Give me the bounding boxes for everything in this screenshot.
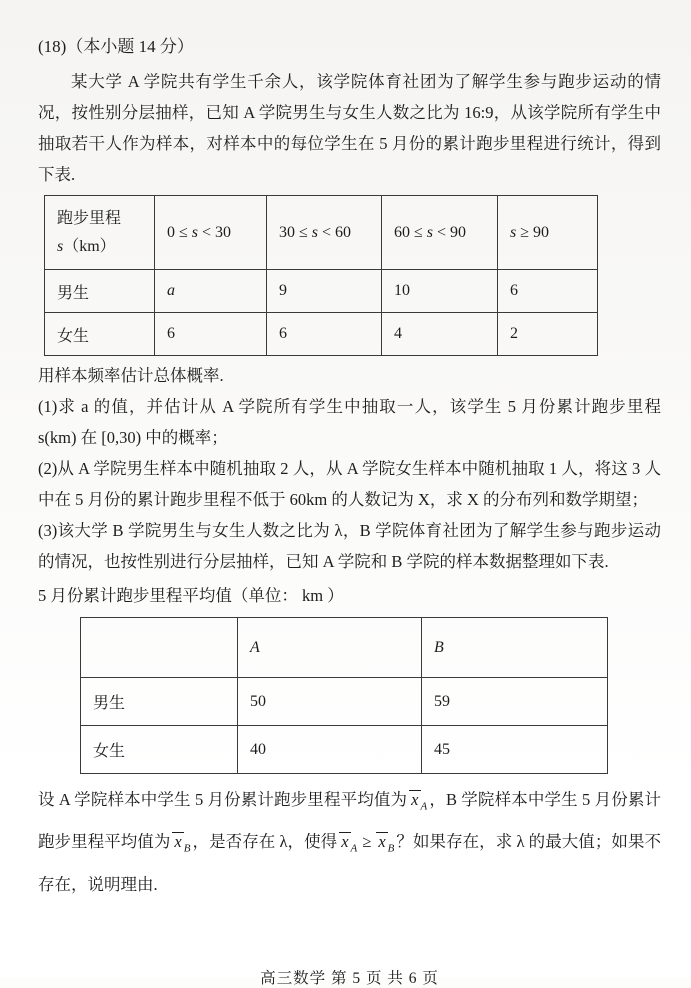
table2-header-row xyxy=(81,618,608,678)
male-cell-0-30: a xyxy=(155,270,267,313)
table2-row-label-male: 男生 xyxy=(81,678,238,726)
female-cell-30-60: 6 xyxy=(267,313,382,356)
intro-paragraph: 某大学 A 学院共有学生千余人，该学院体育社团为了解学生参与跑步运动的情况，按性别分层抽样，已知 A 学院男生与女生人数之比为 16:9，从该学院所有学生中抽取若干人作为样本，对样本中的每位学生在 5 月份的累计跑步里程进行统计，得到下表. xyxy=(38,72,661,184)
part1-paragraph: (1)求 a 的值，并估计从 A 学院所有学生中抽取一人，该学生 5 月份累计跑步里程 s(km) 在 [0,30) 中的概率； xyxy=(38,397,661,447)
table2-caption: 5 月份累计跑步里程平均值（单位： km ） xyxy=(38,586,344,605)
xbar-a-symbol: x $_A$ xyxy=(411,790,428,813)
male-cell-90plus: 6 xyxy=(498,270,598,313)
table1-col-header-30-60: 30 ≤ s < 60 xyxy=(267,196,382,270)
table-header-row xyxy=(45,196,598,270)
male-avg-B: 59 xyxy=(422,678,608,726)
table2-row-label-female: 女生 xyxy=(81,726,238,774)
table1-col-header-90plus: s ≥ 90 xyxy=(498,196,598,270)
xbar-b-symbol: x $_B$ xyxy=(174,832,191,855)
closing-paragraph: 设 A 学院样本中学生 5 月份累计跑步里程平均值为 x $_A$ ，B 学院样本中学生 5 月份累计跑步里程平均值为 x $_B$ ，是否存在 λ，使得 x $_A$ ≥ x $_B$ ？如果存在，求 λ 的最大值；如果不存在，说明理由. xyxy=(38,782,661,902)
table1-col-header-60-90: 60 ≤ s < 90 xyxy=(382,196,498,270)
male-avg-A: 50 xyxy=(238,678,422,726)
part2-paragraph: (2)从 A 学院男生样本中随机抽取 2 人，从 A 学院女生样本中随机抽取 1 人，将这 3 人中在 5 月份的累计跑步里程不低于 60km 的人数记为 X，求 X 的分布列和数学期望； xyxy=(38,459,661,509)
corner-label-line1: 跑步里程 xyxy=(57,209,122,227)
average-table-section xyxy=(38,581,661,774)
geq-symbol: ≥ xyxy=(362,832,372,852)
note-paragraph: 用样本频率估计总体概率. xyxy=(38,366,224,385)
table1-corner-header xyxy=(45,196,155,270)
corner-label-line2: s（km） xyxy=(57,237,116,255)
female-cell-0-30: 6 xyxy=(155,313,267,356)
female-cell-60-90: 4 xyxy=(382,313,498,356)
xbar-a-symbol: x $_A$ xyxy=(341,832,358,855)
male-cell-30-60: 9 xyxy=(267,270,382,313)
table1-col-header-0-30: 0 ≤ s < 30 xyxy=(155,196,267,270)
row-label-female: 女生 xyxy=(45,313,155,356)
table2-corner-blank xyxy=(81,618,238,678)
average-mileage-table xyxy=(80,617,608,774)
female-avg-B: 45 xyxy=(422,726,608,774)
part3-paragraph: (3)该大学 B 学院男生与女生人数之比为 λ，B 学院体育社团为了解学生参与跑步运动的情况，也按性别进行分层抽样，已知 A 学院和 B 学院的样本数据整理如下表. xyxy=(38,521,661,571)
table2-col-header-B: B xyxy=(422,618,608,678)
page-footer: 高三数学 第 5 页 共 6 页 xyxy=(260,969,439,987)
table2-row-female xyxy=(81,726,608,774)
mileage-frequency-table xyxy=(44,195,598,356)
table2-col-header-A: A xyxy=(238,618,422,678)
row-label-male: 男生 xyxy=(45,270,155,313)
table2-row-male xyxy=(81,678,608,726)
female-avg-A: 40 xyxy=(238,726,422,774)
female-cell-90plus: 2 xyxy=(498,313,598,356)
problem-number: (18)（本小题 14 分） xyxy=(38,37,194,56)
table-row-female xyxy=(45,313,598,356)
table-row-male xyxy=(45,270,598,313)
xbar-b-symbol: x $_B$ xyxy=(378,832,395,855)
male-cell-60-90: 10 xyxy=(382,270,498,313)
